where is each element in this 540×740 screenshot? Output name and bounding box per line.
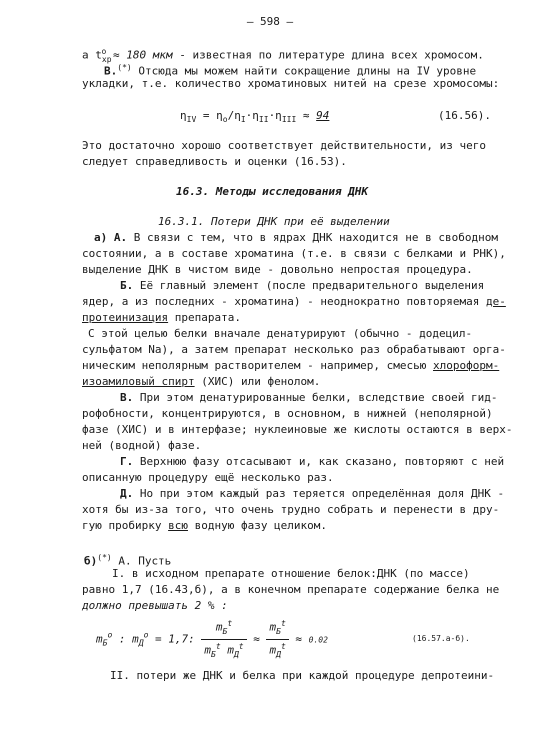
- text-line: протеинизация препарата.: [82, 311, 241, 324]
- text-line: I. в исходном препарате отношение белок:ДНК (по массе): [112, 567, 470, 580]
- text-line: фазе (ХИС) и в интерфазе; нуклеиновые же кислоты остаются в верх-: [82, 423, 513, 436]
- text-line: а) А. В связи с тем, что в ядрах ДНК находится не в свободном: [94, 231, 498, 244]
- equation-16-57: $m_Б^о$ : $m_Д^о = 1,7$: $\frac{m_Б^t}{m_Б^t m_Д^t}$ ≈ $\frac{m_Б^t}{m_Д^t}$ ≈ 0.02: [96, 617, 328, 662]
- fraction-protein-dna: $\frac{m_Б^t}{m_Д^t}$: [266, 617, 288, 662]
- text-line: II. потери же ДНК и белка при каждой процедуре депротеини-: [110, 669, 495, 682]
- text-line: равно 1,7 (16.43,б), а в конечном препарате содержание белка не: [82, 583, 500, 596]
- text-line: В. При этом денатурированные белки, вследствие своей гид-: [120, 391, 498, 404]
- text-line: описанную процедуру ещё несколько раз.: [82, 471, 334, 484]
- text-line: хотя бы из-за того, что очень трудно собрать и перенести в дру-: [82, 503, 500, 516]
- text-line: выделение ДНК в чистом виде - довольно непростая процедура.: [82, 263, 473, 276]
- text-line: сульфатом Na), а затем препарат несколько раз обрабатывают орга-: [82, 343, 506, 356]
- equation-16-56: $\eta_{IV} = \eta_o/\eta_I\cdot\eta_{II}\cdot\eta_{III} \approx 94$: [180, 109, 330, 125]
- text-line: Б. Её главный элемент (после предварительного выделения: [120, 279, 485, 292]
- equation-number: (16.56).: [438, 109, 491, 122]
- subsection-title: 16.3.1. Потери ДНК при её выделении: [158, 215, 390, 228]
- text-line: рофобности, концентрируются, в основном, в нижней (неполярной): [82, 407, 493, 420]
- text-line: С этой целью белки вначале денатурируют (обычно - додецил-: [88, 327, 473, 340]
- text-line: б)(*) А. Пусть: [84, 553, 172, 568]
- text-line: ническим неполярным растворителем - например, смесью хлороформ-: [82, 359, 500, 372]
- text-line: изоамиловый спирт (ХИС) или фенолом.: [82, 375, 321, 388]
- text-line: ядер, а из последних - хроматина) - неоднократно повторяемая де-: [82, 295, 506, 308]
- text-line: следует справедливость и оценки (16.53).: [82, 155, 347, 168]
- text-line: состоянии, а в составе хроматина (т.е. в связи с белками и РНК),: [82, 247, 506, 260]
- text-line: гую пробирку всю водную фазу целиком.: [82, 519, 328, 532]
- text-line: должно превышать 2 % :: [82, 599, 228, 612]
- text-line: Г. Верхнюю фазу отсасывают и, как сказано, повторяют с ней: [120, 455, 505, 468]
- text-line: а $t_{хр}^о \approx 180$ мкм - известная по литературе длина всех хромосом.: [82, 47, 484, 64]
- text-line: ней (водной) фазе.: [82, 439, 202, 452]
- section-title: 16.3. Методы исследования ДНК: [176, 185, 369, 198]
- page-number: – 598 –: [246, 15, 294, 28]
- fraction-protein-ratio: $\frac{m_Б^t}{m_Б^t m_Д^t}$: [201, 617, 246, 662]
- text-line: Д. Но при этом каждый раз теряется определённая доля ДНК -: [120, 487, 505, 500]
- text-line: В.(*) Отсюда мы можем найти сокращение длины на IV уровне: [104, 63, 477, 78]
- equation-number: (16.57.а-б).: [412, 634, 470, 643]
- text-line: укладки, т.е. количество хроматиновых нитей на срезе хромосомы:: [82, 77, 500, 90]
- text-line: Это достаточно хорошо соответствует действительности, из чего: [82, 139, 486, 152]
